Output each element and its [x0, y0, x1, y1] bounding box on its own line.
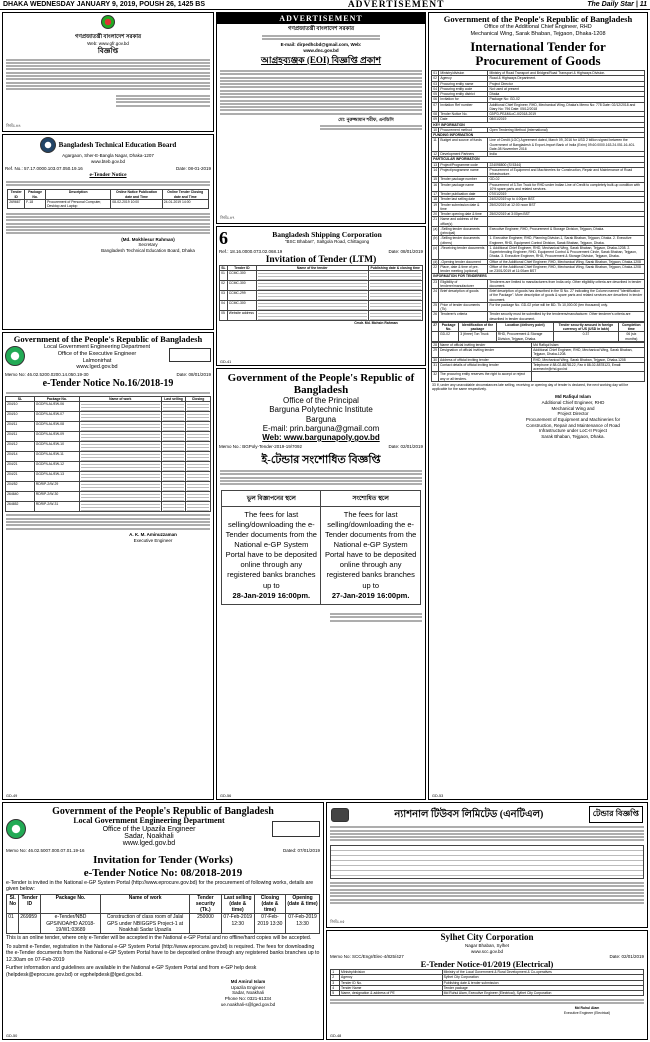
table-row: 03 CCMC-299	[220, 291, 423, 301]
ad-subtitle: Office of the Principal	[283, 396, 359, 406]
signatory-title: Construction, Repair and Maintenance of Road	[526, 422, 620, 428]
new-date: 27-Jan-2019 16:00pm.	[331, 590, 410, 600]
ad-notice-subtitle: Procurement of Goods	[475, 52, 601, 68]
signatory-title: Project Director	[557, 411, 589, 417]
ad-title: Government of the People's Republic of Bangladesh	[227, 372, 415, 397]
signatory-name: Cmdr. Md. Mohsin Rahman	[354, 321, 398, 326]
page-dateline: DHAKA WEDNESDAY JANUARY 9, 2019, POUSH 26, 1425 BS	[3, 1, 206, 8]
table-header: Location (delivery point)	[496, 322, 553, 332]
ad-dnc-eoi	[216, 12, 426, 224]
ad-subtitle: Office of the Executive Engineer	[57, 350, 137, 357]
signatory-name: Md Amirul Islam	[230, 979, 266, 985]
ad-title: Government of the People's Republic of Bangladesh	[443, 14, 633, 24]
table-header: Tender ID	[8, 190, 25, 200]
ad-date: Date: 08/01/2019	[388, 249, 423, 254]
ad-notice-title: Invitation of Tender (LTM)	[265, 254, 377, 265]
ad-web: www.lged.gov.bd	[122, 839, 176, 847]
table-row: GD-02 3 (three) Ton Truck RHD, Procurement & Storage Division, Tejgaon, Dhaka. 0.37 06 (six months)	[432, 332, 645, 342]
tender-table	[219, 265, 423, 321]
signatory-org: Bangladesh Technical Education Board, Dhaka	[101, 247, 195, 253]
table-header: Online Notice Publication date and Time	[111, 190, 162, 200]
table-row: 29 Designation of official inviting tender Additional Chief Engineer, RHD, Mechanical Wing, Sarak Bhaban, Tejgaon, Dhaka-1208.	[432, 348, 645, 358]
ad-title: গণপ্রজাতন্ত্রী বাংলাদেশ সরকার	[74, 34, 142, 40]
ad-footnote: 33 If, under any unavoidable circumstances late selling, receiving or opening day of tender is declared, the next working day will be applicable for the same respectively.	[432, 382, 629, 392]
signatory-title: Executive Engineer (Electrical)	[563, 1010, 611, 1015]
section-heading: KEY INFORMATION	[432, 122, 645, 127]
table-row: 01 CCMC-300	[220, 271, 423, 281]
ad-memo: Memo No: 46.02.5200.0200.14.050.19-30	[5, 371, 89, 377]
table-header: Name of work	[101, 894, 190, 914]
table-row: 2 Agency Sylhet City Corporation	[331, 975, 644, 980]
signatory-title: Infrastructure under LoC-II Project	[538, 428, 608, 434]
official-table	[431, 342, 645, 382]
page-section: ADVERTISEMENT	[347, 0, 445, 10]
table-header: Sl. No	[7, 894, 19, 914]
ad-paragraph: Further information and guidelines are available in the National e-GP System Portal and from e-GP help desk (helpdesk@eprocure.gov.bd) or egphelpdesk@lged.gov.bd.	[6, 965, 257, 978]
ad-code: জিডি-৪৫	[330, 920, 345, 924]
tender-table	[7, 189, 209, 209]
tender-table	[330, 969, 644, 996]
table-row: 02 Agency Road & Highways Department.	[432, 76, 645, 81]
signatory-name: (Md. Mokhlesur Rahman)	[121, 236, 175, 242]
ad-code: জিডি-৪৪	[6, 124, 21, 128]
ad-notice-title: E-Tender Notice-01/2019 (Electrical)	[420, 958, 554, 969]
ad-email: E-mail: dirpedhcbd@gmail.com, Web:	[280, 42, 362, 48]
signatory-email: ue.noakhali-s@lged.gov.bd	[220, 1001, 276, 1007]
ad-notice-title: International Tender for	[470, 38, 606, 54]
table-row: 11 Budget and source of funds Line of Credit (LOC) Agreement dated, March 09, 2016 for USD 2 billion signed between the Government of Bangladesh & Export-Import Bank of India (Exim) 09.60.0000.163.24.051.16-401. Date-08 November 2016	[432, 138, 645, 152]
ad-date: Dated: 07/01/2019	[282, 847, 320, 853]
table-row: 24 Brief description of goods Brief description of goods has described in the Sl No. 27 indicating the Column named "Identification of the Package". More description of goods & spare parts and related services are described in tender document.	[432, 289, 645, 303]
ad-code: GD-49	[6, 794, 18, 798]
table-row: (a) -Selling tender documents (principal) Executive Engineer, RHD, Procurement & Storage Division, Tejgaon, Dhaka.	[432, 226, 645, 236]
table-row: 18 Tender last selling date 24/02/2019 up to 4:00pm BST.	[432, 197, 645, 202]
ad-notice-subtitle: e-Tender Notice No: 08/2018-2019	[83, 866, 243, 879]
ad-subtitle: Office of the Additional Chief Engineer, RHD	[484, 24, 592, 31]
table-row: 204/10 GGDP/LAL/EW-07	[6, 412, 211, 422]
ad-bteb-etender	[2, 134, 214, 330]
table-row: 269667 F-18 Procurement of Personal Computer, Desktop and Laptop 08-02-2019 10:00 24-01-2019 14:00	[8, 199, 209, 209]
table-row: 14 Project/programme name Procurement of Equipment and Machineries for Construction, Repair and Maintenance of Road Infrastructure.	[432, 167, 645, 177]
table-row: 05 Website address	[220, 311, 423, 321]
tender-info-table	[431, 70, 645, 322]
ad-bsc-ltm	[216, 226, 426, 366]
signatory-title: Procurement of Equipment and Machineries for	[525, 416, 621, 422]
signatory-title: Additional Chief Engineer, RHD	[541, 400, 605, 405]
ad-title: Government of the People's Republic of Bangladesh	[52, 806, 274, 817]
table-header: Identification of the package	[459, 322, 497, 332]
signatory-title: Executive Engineer	[133, 537, 173, 543]
ad-barguna-poly	[216, 368, 426, 800]
signatory-title: Secretary	[138, 242, 158, 248]
table-row: 264652 RDRIP-2/W-31	[6, 502, 211, 512]
table-header: Online Tender Closing date and Time	[162, 190, 208, 200]
ad-title: Bangladesh Technical Education Board	[58, 140, 177, 149]
ad-notice-title: Invitation for Tender (Works)	[93, 854, 233, 867]
ad-rhd-international	[428, 12, 648, 800]
table-row: 16 Tender package name Procurement of 3-Ton Truck for RHD under Indian Line of Credit to completely built-up condition with 10% spare parts and related services.	[432, 182, 645, 192]
ad-paragraph: To submit e-Tender, registration in the National e-GP System Portal (http://www.eprocure.gov.bd) is required. The fees for downloading the e-Tender documents from the National e-GP System Portal have to be deposited online through any registered banks branches up to 12.30am on 07-Feb-2019	[6, 943, 320, 963]
ad-code: GD-56	[220, 794, 232, 798]
bteb-logo-icon	[40, 137, 56, 153]
ad-code: জিডি-৪৭	[220, 216, 235, 220]
ad-notice-title: e-Tender Notice	[89, 171, 127, 178]
table-header: SL	[6, 396, 35, 401]
signatory-title: Sadar, Noakhali	[232, 990, 264, 996]
table-header: Publishing date & closing time	[368, 266, 422, 271]
ad-subtitle: Sadar, Noakhali	[124, 832, 174, 840]
ad-title: Sylhet City Corporation	[440, 932, 534, 942]
table-header: Package No.	[438, 322, 458, 332]
table-row: (c) -Receiving tender documents 1. Additional Chief Engineer, RHD, Mechanical Wing, Sarak Bhaban, Tejgaon, Dhaka-1208. 2. Superintending Engineer, RHD, Equipment Control & Procurement Circle, Sarak Bhaban, Tejgaon, Dhaka. 3. Executive Engineer, RHD, Procurement & Storage Division, Tejgaon, Dhaka.	[432, 245, 645, 259]
ad-memo: Memo No: 46.02.5007.000.07.01.19-16	[6, 847, 85, 853]
table-header: Completion time	[618, 322, 644, 332]
govt-seal-icon	[101, 15, 115, 29]
table-row: 4 Tender Name Tender package	[331, 985, 644, 990]
table-header: Tender ID	[19, 894, 41, 914]
ad-sylhet-city	[326, 930, 648, 1040]
table-row: 25 Price of tender documents (Tk) For the package No. GD-02 price will be BD- Tk 10,000.00 (ten thousand) only.	[432, 302, 645, 312]
lot-table	[431, 322, 645, 342]
table-header: Closing	[186, 396, 211, 401]
signatory-title: Mechanical Wing and	[551, 405, 595, 411]
table-row: 06 Invitation for Package No: GD-02	[432, 97, 645, 102]
tender-badge: টেন্ডার বিজ্ঞপ্তি	[589, 806, 643, 823]
section-heading: FUNDING INFORMATION	[432, 133, 645, 138]
ad-title: গণপ্রজাতন্ত্রী বাংলাদেশ সরকার	[287, 26, 355, 32]
ad-code: GD-41	[220, 360, 232, 364]
table-row: 07 Invitation Ref number Additional Chief Engineer, RHD, Mechanical Wing, Dhaka's Memo No: 778 Date: 02/12/2018 and Diary No: 796 Date: 05/12/2018	[432, 102, 645, 112]
table-row: 15 Tender package number GD-02	[432, 177, 645, 182]
ad-subtitle: Barguna Polytechnic Institute	[269, 405, 373, 415]
table-header: Last selling (date & time)	[221, 894, 254, 914]
page-masthead: The Daily Star | 11	[587, 1, 647, 8]
table-header: Name of the tender	[256, 266, 368, 271]
table-header: SL	[221, 266, 226, 271]
table-row: 05 Procuring entity district Dhaka	[432, 92, 645, 97]
ad-title: Government of the People's Republic of Bangladesh	[13, 334, 203, 344]
ad-notice-title: e-Tender Notice No.16/2018-19	[42, 378, 174, 390]
table-row: 204/14 GGDP/LAL/EW-11	[6, 452, 211, 462]
table-row: 13 Project/Programme code 224098800 (Sl 5344)	[432, 162, 645, 167]
table-row: 19 Tender submission date & time 25/02/2019 at 12:00 noon BST	[432, 202, 645, 212]
table-row: 17 Tender publication date 07/01/2019	[432, 192, 645, 197]
table-header: Description	[46, 190, 111, 200]
ad-ref: Ref. No.: 57.17.0000.103.07.050.19.16	[5, 166, 83, 172]
ad-lged-noakhali	[2, 802, 324, 1040]
ad-date: Date: 02/01/2019	[388, 444, 423, 450]
table-header: Closing (date & time)	[254, 894, 286, 914]
table-row: 204/11 GGDP/LAL/EW-09	[6, 432, 211, 442]
ad-title: Bangladesh Shipping Corporation	[272, 230, 382, 240]
signatory-title: Sarak Bhaban, Tejgaon, Dhaka.	[541, 433, 605, 439]
table-row: 204/52 RDRIP-2/W-29	[6, 482, 211, 492]
ad-web: Web: www.bargunapoly.gov.bd	[262, 432, 380, 442]
new-text: The fees for last selling/downloading the e-Tender documents from the National e-GP System Portal have to be deposited online through any registered banks branches up to	[324, 509, 417, 590]
section-heading: PARTICULAR INFORMATION	[432, 157, 645, 162]
table-row: 204/11 GGDP/LAL/EW-08	[6, 422, 211, 432]
table-row: 01 Ministry/division Ministry of Road Transport and Bridges/Road Transport & Highways Division.	[432, 71, 645, 76]
ad-national-tubes	[326, 802, 648, 928]
correction-table	[221, 490, 421, 605]
table-row: 30 Address of official inviting tender RHD, Mechanical Wing, Sarak Bhaban, Tejgaon, Dhaka-1208	[432, 357, 645, 362]
table-row: 02 CCMC-300	[220, 281, 423, 291]
table-row: 204/21 GGDP/LAL/EW-13	[6, 472, 211, 482]
ad-subtitle: Lalmonirhat	[82, 357, 112, 364]
table-row: 31 Contact details of official inviting tender Telephone # 88-02-8878122, Fax # 88-02-8878123, Email: acemechr@rhd.gov.bd	[432, 362, 645, 372]
ad-web: www.lged.gov.bd	[76, 364, 118, 371]
signatory-phone: Phone No: 0321-61334	[224, 995, 272, 1001]
ad-web: www.bteb.gov.bd	[91, 158, 125, 164]
ad-notice-title: আগ্রহব্যঞ্জক (EOI) বিজ্ঞপ্তি প্রকাশ	[261, 54, 381, 65]
ad-address: Agargaon, Sher-E-Bangla Nagar, Dhaka-1207	[62, 153, 154, 158]
signatory-title: Upazila Engineer	[230, 984, 266, 990]
old-date: 28-Jan-2019 16:00pm.	[232, 590, 311, 600]
ad-subtitle: Barguna	[305, 414, 337, 424]
table-row: 21 Name and address of the office(s)	[432, 217, 645, 227]
table-row: (b) -Selling tender documents (others) 1. Executive Engineer, RHD, Planning Division-1, Sarak Bhaban, Tejgaon, Dhaka. 2. Executive Engineer, RHD, Equipment Control Division, Sarak Bhaban, Tejgaon, Dhaka.	[432, 236, 645, 246]
ad-paragraph: This is an online tender, where only e-Tender will be accepted in the National e-GP Portal and no offline/hard copies will be accepted.	[6, 935, 312, 942]
table-row: 23 Eligibility of tenderer/manufacturer Tenderers are limited to manufacturers from India only. Other eligibility criteria are described in tender document.	[432, 279, 645, 289]
table-row: 10 Procurement method Open Tendering Method (International)	[432, 127, 645, 132]
table-header: সংশোধিত স্থলে	[321, 490, 420, 506]
ad-subtitle: Nagar Bhaban, Sylhet	[464, 942, 510, 948]
table-row: 1 Ministry/division Ministry of the Local Government & Rural Development & Co-operatives	[331, 970, 644, 975]
lged-logo-icon	[6, 819, 26, 839]
ad-web: www.dnc.gov.bd	[303, 48, 339, 54]
table-row: (d) -Opening tender document Office of the Additional Chief Engineer, RHD, Mechanical Wing, Sarak Bhaban, Tejgaon, Dhaka-1208	[432, 259, 645, 264]
table-row: 5 Name, designation & address of PE Md Ruhul Alam, Executive Engineer (Electrical), Sylhet City Corporation	[331, 991, 644, 996]
ad-notice-title: ই-টেন্ডার সংশোধিত বিজ্ঞপ্তি	[261, 453, 381, 466]
table-row: 12 Development Partners India	[432, 152, 645, 157]
ad-email: E-mail: prin.barguna@gmail.com	[262, 423, 380, 433]
table-header: Tender ID	[227, 266, 256, 271]
table-row: 22 Place, date & time of pre-tender meeting (optional) Office of the Additional Chief Engineer, RHD, Mechanical Wing, Sarak Bhaban, Tejgaon, Dhaka-1208 on 23/01/2019 at 11:00am BST	[432, 264, 645, 274]
ad-notice-title: বিজ্ঞপ্তি	[97, 47, 119, 56]
section-heading: INFORMATION FOR TENDERERS	[432, 274, 645, 279]
ad-code: GD-53	[432, 794, 444, 798]
table-header: Tender security (Tk.)	[190, 894, 222, 914]
tender-table	[330, 845, 644, 879]
table-header: 27	[432, 322, 439, 332]
ad-subtitle: Office of the Upazila Engineer	[102, 825, 196, 833]
ad-subtitle: Mechanical Wing, Sarak Bhaban, Tejgaon, Dhaka-1208	[470, 30, 606, 37]
tender-table	[5, 396, 211, 512]
table-row: 20 Tender opening date & time 25/02/2019 at 3:00pm BST	[432, 212, 645, 217]
table-row: 04 Procuring entity code Not used at present	[432, 86, 645, 91]
ad-memo: Memo No.: BGPoly-Tender-2019-19/7092	[219, 444, 303, 450]
ad-subtitle: Local Government Engineering Department	[43, 344, 151, 351]
ad-gfr-notice	[2, 12, 214, 132]
signatory-name: A. K. M. Aminuzzaman	[129, 531, 177, 537]
table-row: 264640 RDRIP-2/W-30	[6, 492, 211, 502]
table-row: 3 Tender ID No. Publishing date & tender submission	[331, 980, 644, 985]
tender-table	[6, 894, 320, 935]
ad-ref: Ref.: 18.16.0000.073.02.068.19	[219, 249, 283, 254]
bangla-motto-box	[272, 821, 320, 837]
signatory-name: মো: নুরুজ্জামান শরীফ, এনডিসি	[338, 117, 394, 123]
table-header: Package No.	[25, 190, 46, 200]
table-row: 04 CCMC-300	[220, 301, 423, 311]
page-header	[0, 0, 650, 10]
table-row: 08 Tender Notice No. 02/PD-PE&MLoC-II/2018-2019	[432, 112, 645, 117]
ad-subtitle: "BSC Bhaban", Saltgola Road, Chittagong	[284, 239, 370, 245]
table-row: 26 Tenderer's criteria Tender security must be submitted by the tenderers/manufacturer. Other tenderer's criteria are described in tender document.	[432, 312, 645, 322]
table-header: ভুল বিজ্ঞাপনের স্থলে	[222, 490, 321, 506]
signatory-name: Md Ruhul Alam	[574, 1006, 600, 1011]
ad-lged-lalmonirhat	[2, 332, 214, 800]
ad-web: www.scc.gov.bd	[471, 948, 503, 954]
advertisement-banner: ADVERTISEMENT	[217, 13, 425, 24]
ad-title: ন্যাশনাল টিউবস লিমিটেড (এনটিএল)	[394, 809, 544, 820]
table-header: Package No.	[34, 396, 79, 401]
bangla-motto-box	[169, 348, 211, 362]
ad-code: GD-50	[6, 1034, 18, 1038]
table-header: Name of work	[79, 396, 161, 401]
ad-subtitle: Local Government Engineering Department	[73, 816, 225, 825]
ad-memo: Memo No: SCC/Engr/Elec-4/825/427	[330, 954, 404, 960]
old-text: The fees for last selling/downloading the e-Tender documents from the National e-GP System Portal have to be deposited online through any registered banks branches up to	[225, 509, 317, 590]
signatory-name: Md Rafiqul Islam	[555, 394, 591, 400]
ad-date: Date: 08/01/2019	[176, 371, 211, 377]
table-header: Package No.	[40, 894, 100, 914]
table-header: Last selling	[161, 396, 186, 401]
table-row: 01 269959 e-Tender/NBD GPS/NOA/HD A2018-19/W1:03689 Construction of class room of Jalal GPS under NBIGGPS Project-1 at Noakhali Sadar Upazila 250000 07-Feb-2019 12:30 07-Feb-2019 13:30 07-Feb-2019 13:30	[7, 914, 320, 934]
table-row: 204/12 GGDP/LAL/EW-10	[6, 442, 211, 452]
ad-web: Web: www.gfr.gov.bd	[87, 40, 129, 46]
ad-date: Date: 02/01/2019	[609, 954, 644, 960]
ad-intro: e-Tender is invited in the National e-GP System Portal (http://www.eprocure.gov.bd) for the procurement of following works, details are given below:	[6, 879, 314, 893]
ad-code: GD-48	[330, 1034, 342, 1038]
table-header: Tender security amount in foreign currency of US (USD in lakh)	[554, 322, 619, 332]
table-row: 204/21 GGDP/LAL/EW-12	[6, 462, 211, 472]
table-row: 32 The procuring entity reserves the right to accept or reject any or all tenders.	[432, 372, 645, 382]
ntl-logo-icon	[331, 808, 349, 822]
lged-logo-icon	[5, 346, 25, 366]
table-row: 204/10 GGDP/LAL/EW-06	[6, 402, 211, 412]
table-row: 28 Name of official inviting tender Md Rafiqul Islam	[432, 342, 645, 347]
ad-date: Date: 08-01-2019	[175, 166, 211, 172]
bsc-logo-icon: 6	[219, 228, 228, 248]
table-row: 09 Date 08/01/2019	[432, 117, 645, 122]
table-header: Opening (date & time)	[286, 894, 320, 914]
table-row: 03 Procuring entity name Project Director	[432, 81, 645, 86]
